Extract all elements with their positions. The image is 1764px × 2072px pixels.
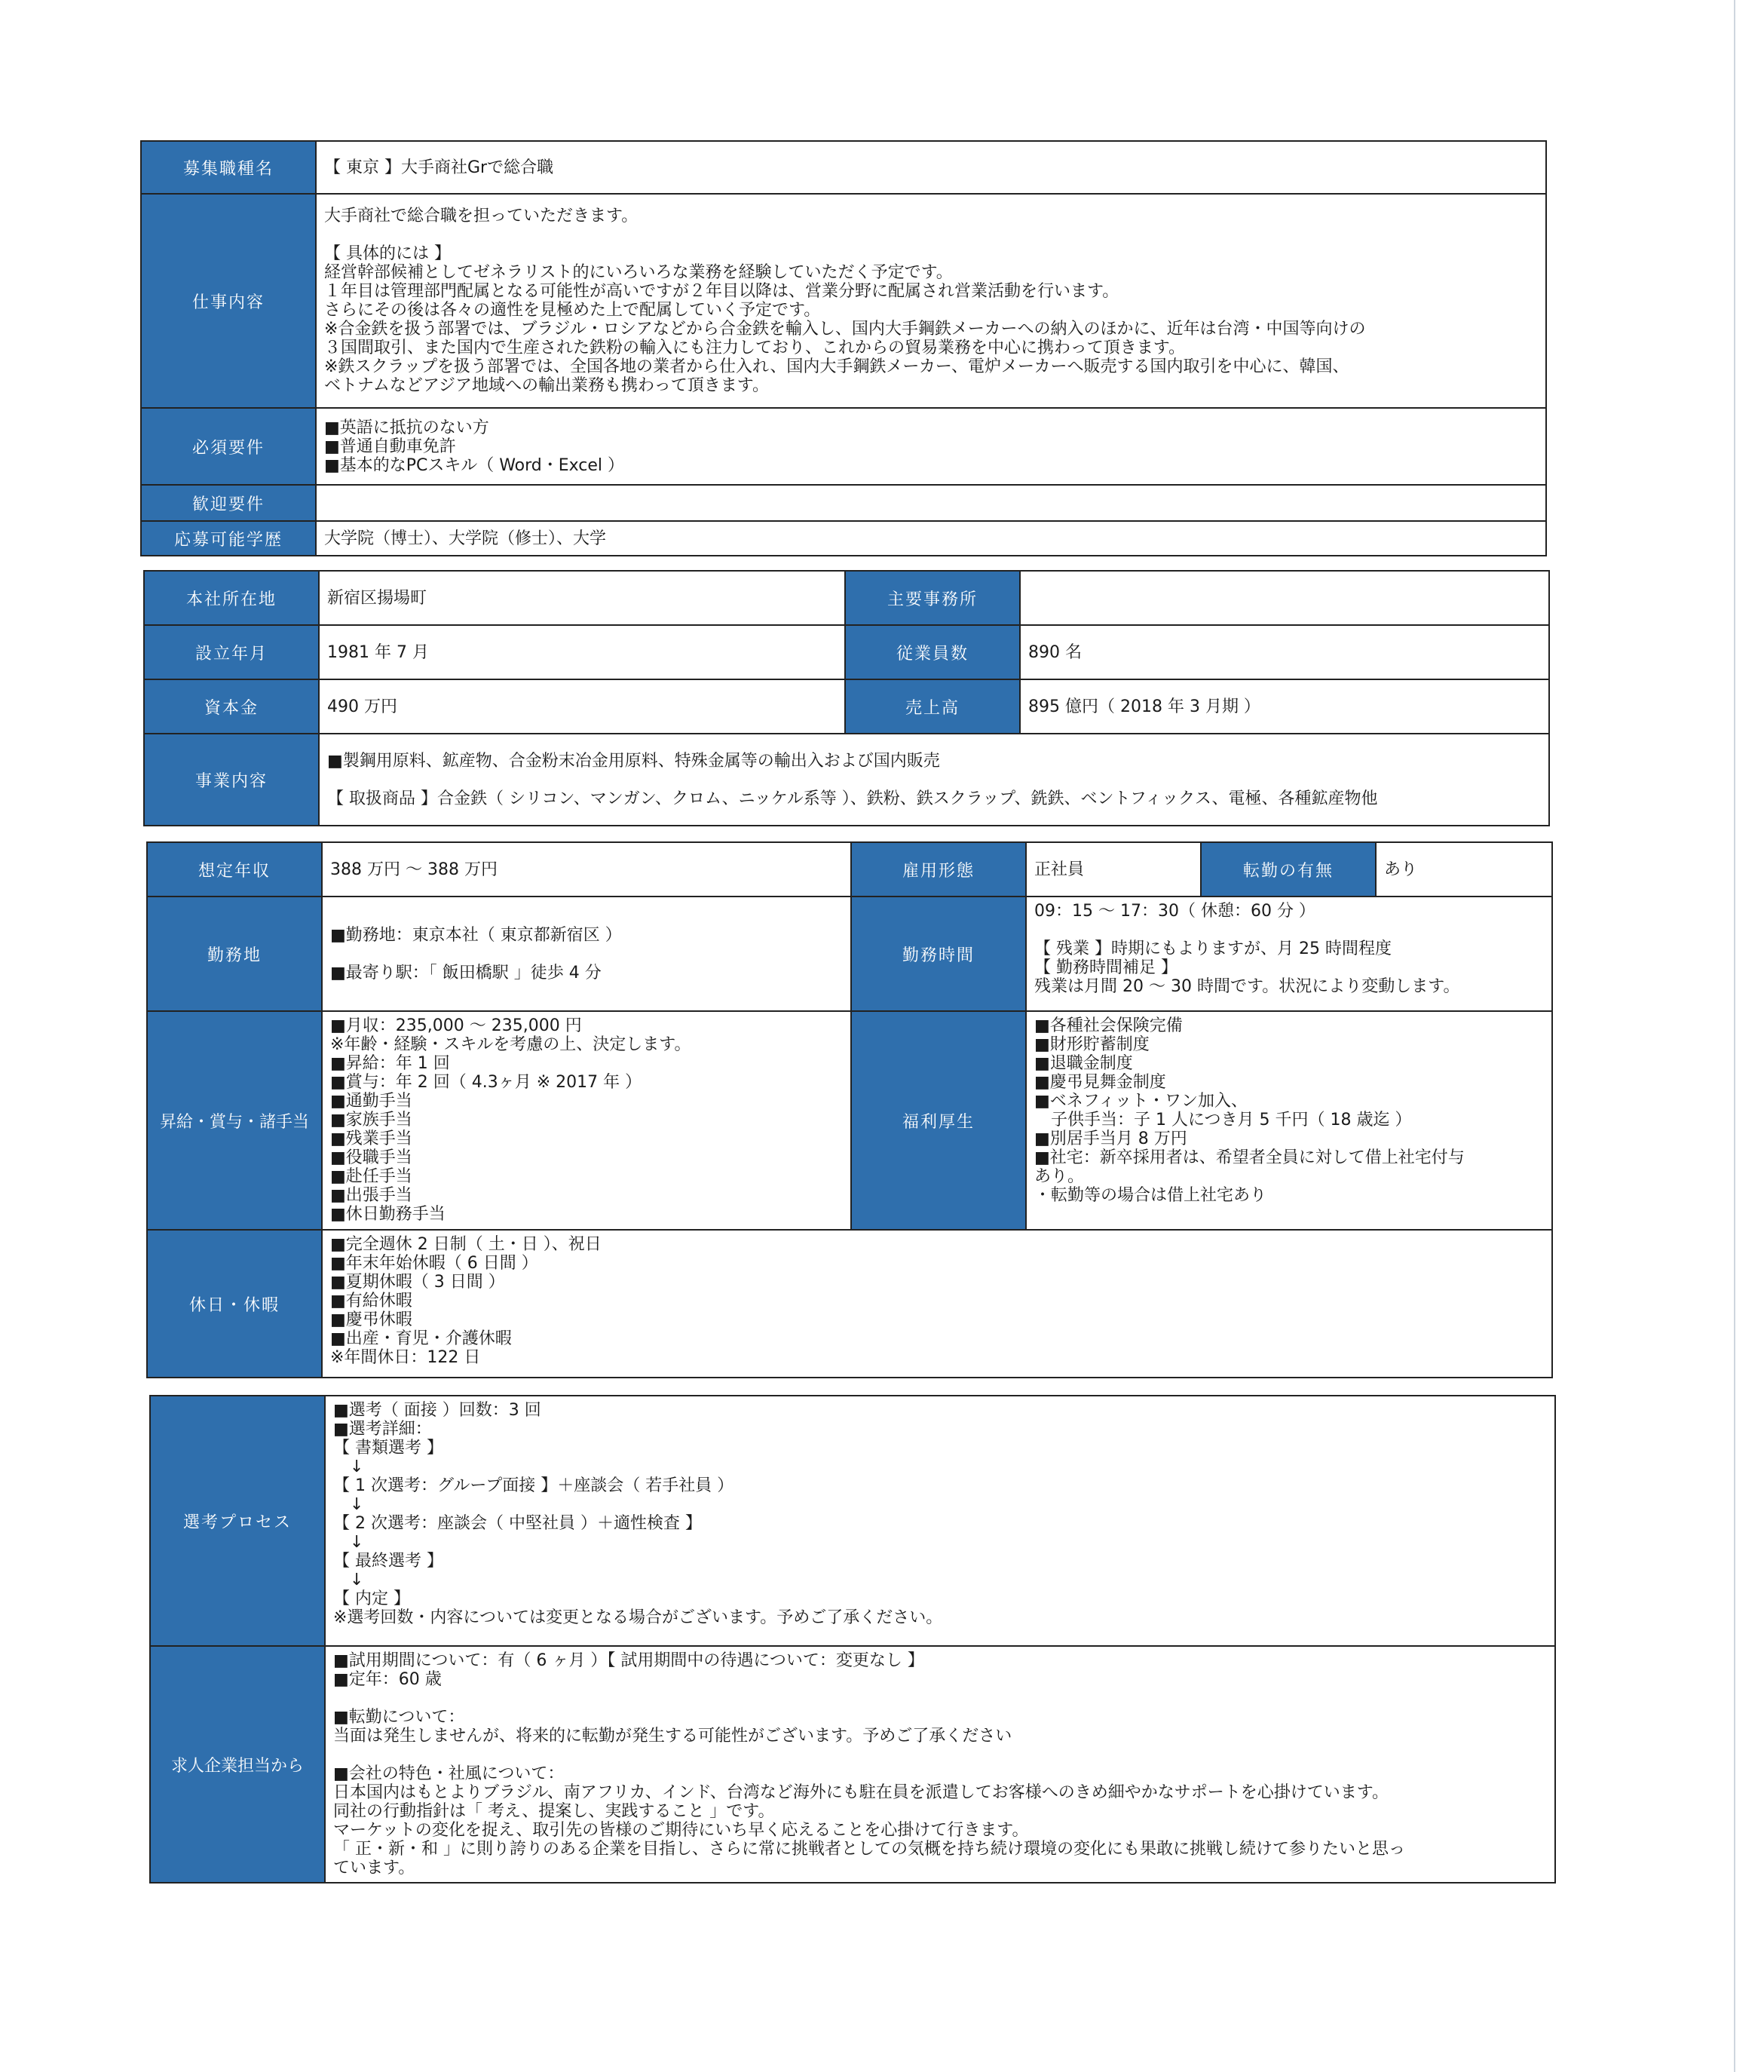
business-value: ■製鋼用原料、鉱産物、合金粉末冶金用原料、特殊金属等の輸出入および国内販売 【 取扱商品 】合金鉄（ シリコン、マンガン、クロム、ニッケル系等 ）、鉄粉、鉄スクラップ、銑鉄、ベントフィックス、電極、各種鉱産物他 [319,734,1549,826]
message-value: ■試用期間について：有（ 6 ヶ月 ）【 試用期間中の待遇について：変更なし 】 ■定年：60 歳 ■転勤について： 当面は発生しませんが、将来的に転勤が発生する可能性がございます。予めご了承ください ■会社の特色・社風について： 日本国内はもとよりブラジル、南アフリカ、インド、台湾など海外にも駐在員を派遣してお客様へのきめ細やかなサポートを心掛けています。 同社の行動指針は「 考え、提案し、実践すること 」です。 マーケットの変化を捉え、取引先の皆様のご期待にいち早く応えることを心掛けて行きます。 「 正・新・和 」に則り誇りのある企業を目指し、さらに常に挑戦者としての気概を持ち続け環境の変化にも果敢に挑戦し続けて参りたいと思っ ています。 [325,1646,1555,1883]
welcome-value [316,485,1546,521]
office-value [1020,571,1549,625]
job-table [140,140,1547,556]
sales-label: 売上高 [845,679,1020,734]
sales-value: 895 億円（ 2018 年 3 月期 ） [1020,679,1549,734]
location-label: 勤務地 [147,897,322,1011]
message-label: 求人企業担当から [150,1646,325,1883]
capital-value: 490 万円 [319,679,845,734]
transfer-value: あり [1376,842,1552,897]
pay-value: ■月収：235,000 ～ 235,000 円 ※年齢・経験・スキルを考慮の上、決定します。 ■昇給：年 1 回 ■賞与：年 2 回（ 4.3ヶ月 ※ 2017 年 ） ■通勤手当 ■家族手当 ■残業手当 ■役職手当 ■赴任手当 ■出張手当 ■休日勤務手当 [322,1011,851,1230]
scan-edge-line [1734,0,1735,2072]
business-label: 事業内容 [144,734,319,826]
holiday-value: ■完全週休 2 日制（ 土・日 ）、祝日 ■年末年始休暇（ 6 日間 ） ■夏期休暇（ 3 日間 ） ■有給休暇 ■慶弔休暇 ■出産・育児・介護休暇 ※年間休日：122 日 [322,1230,1552,1378]
capital-label: 資本金 [144,679,319,734]
hours-label: 勤務時間 [851,897,1026,1011]
employment-value: 正社員 [1026,842,1201,897]
hq-label: 本社所在地 [144,571,319,625]
company-table [143,570,1550,826]
process-value: ■選考（ 面接 ）回数：3 回 ■選考詳細： 【 書類選考 】 ↓ 【 1 次選考：グループ面接 】＋座談会（ 若手社員 ） ↓ 【 2 次選考：座談会（ 中堅社員 ）＋適性検査 】 ↓ 【 最終選考 】 ↓ 【 内定 】 ※選考回数・内容については変更となる場合がございます。予めご了承ください。 [325,1396,1555,1646]
location-value: ■勤務地：東京本社（ 東京都新宿区 ） ■最寄り駅：「 飯田橋駅 」徒歩 4 分 [322,897,851,1011]
work-value: 大手商社で総合職を担っていただきます。 【 具体的には 】 経営幹部候補としてゼネラリスト的にいろいろな業務を経験していただく予定です。 １年目は管理部門配属となる可能性が高いですが２年目以降は、営業分野に配属され営業活動を行います。 さらにその後は各々の適性を見極めた上で配属していく予定です。 ※合金鉄を扱う部署では、ブラジル・ロシアなどから合金鉄を輸入し、国内大手鋼鉄メーカーへの納入のほかに、近年は台湾・中国等向けの ３国間取引、また国内で生産された鉄粉の輸入にも注力しており、これからの貿易業務を中心に携わって頂きます。 ※鉄スクラップを扱う部署では、全国各地の業者から仕入れ、国内大手鋼鉄メーカー、電炉メーカーへ販売する国内取引を中心に、韓国、 ベトナムなどアジア地域への輸出業務も携わって頂きます。 [316,194,1546,408]
salary-label: 想定年収 [147,842,322,897]
office-label: 主要事務所 [845,571,1020,625]
welfare-label: 福利厚生 [851,1011,1026,1230]
hq-value: 新宿区揚場町 [319,571,845,625]
pay-label: 昇給・賞与・諸手当 [147,1011,322,1230]
conditions-table [146,841,1553,1378]
position-value: 【 東京 】大手商社Grで総合職 [316,141,1546,194]
employment-label: 雇用形態 [851,842,1026,897]
education-value: 大学院（博士）、大学院（修士）、大学 [316,521,1546,556]
holiday-label: 休日・休暇 [147,1230,322,1378]
salary-value: 388 万円 ～ 388 万円 [322,842,851,897]
transfer-label: 転勤の有無 [1201,842,1376,897]
required-label: 必須要件 [141,408,316,485]
process-label: 選考プロセス [150,1396,325,1646]
work-label: 仕事内容 [141,194,316,408]
required-value: ■英語に抵抗のない方 ■普通自動車免許 ■基本的なPCスキル（ Word・Excel ） [316,408,1546,485]
education-label: 応募可能学歴 [141,521,316,556]
employees-value: 890 名 [1020,625,1549,679]
position-label: 募集職種名 [141,141,316,194]
welfare-value: ■各種社会保険完備 ■財形貯蓄制度 ■退職金制度 ■慶弔見舞金制度 ■ベネフィット・ワン加入、 子供手当：子 1 人につき月 5 千円（ 18 歳迄 ） ■別居手当月 8 万円 ■社宅：新卒採用者は、希望者全員に対して借上社宅付与 あり。 ・転勤等の場合は借上社宅あり [1026,1011,1552,1230]
founded-value: 1981 年 7 月 [319,625,845,679]
hours-value: 09：15 ～ 17：30（ 休憩：60 分 ） 【 残業 】時期にもよりますが、月 25 時間程度 【 勤務時間補足 】 残業は月間 20 ～ 30 時間です。状況により変動します。 [1026,897,1552,1011]
welcome-label: 歓迎要件 [141,485,316,521]
employees-label: 従業員数 [845,625,1020,679]
selection-table [149,1395,1556,1883]
founded-label: 設立年月 [144,625,319,679]
